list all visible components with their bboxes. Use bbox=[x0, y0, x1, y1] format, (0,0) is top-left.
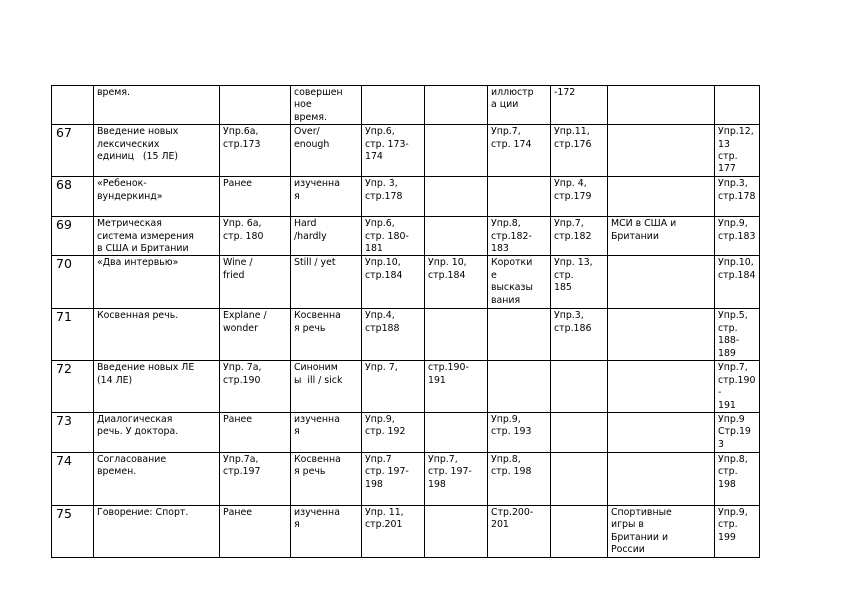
culture-cell bbox=[608, 309, 715, 361]
grammar-cell: совершен ное время. bbox=[291, 86, 362, 125]
lesson-number: 74 bbox=[52, 453, 94, 506]
reading-cell: Упр.6, стр. 180- 181 bbox=[362, 217, 425, 256]
speaking-cell: Упр.8, стр. 198 bbox=[488, 453, 551, 506]
homework-cell: Упр.7, стр.190- 191 bbox=[715, 361, 760, 413]
speaking-cell: иллюстр а ции bbox=[488, 86, 551, 125]
writing-cell: Упр.11, стр.176 bbox=[551, 125, 608, 177]
reading-cell: Упр.9, стр. 192 bbox=[362, 413, 425, 453]
reading-cell: Упр. 7, bbox=[362, 361, 425, 413]
speaking-cell: Стр.200- 201 bbox=[488, 506, 551, 558]
homework-cell: Упр.9 Стр.193 bbox=[715, 413, 760, 453]
listening-cell bbox=[425, 413, 488, 453]
listening-cell bbox=[425, 217, 488, 256]
writing-cell bbox=[551, 361, 608, 413]
table-row bbox=[52, 361, 760, 413]
topic-cell: Введение новых ЛЕ (14 ЛЕ) bbox=[94, 361, 220, 413]
grammar-cell: Синоним ы ill / sick bbox=[291, 361, 362, 413]
table-row bbox=[52, 413, 760, 453]
grammar-cell: Hard /hardly bbox=[291, 217, 362, 256]
homework-cell: Упр.3, стр.178 bbox=[715, 177, 760, 217]
topic-cell: Косвенная речь. bbox=[94, 309, 220, 361]
reading-cell: Упр. 11, стр.201 bbox=[362, 506, 425, 558]
homework-cell: Упр.9, стр. 199 bbox=[715, 506, 760, 558]
vocabulary-cell: Упр. 7а, стр.190 bbox=[220, 361, 291, 413]
lesson-number: 72 bbox=[52, 361, 94, 413]
culture-cell bbox=[608, 361, 715, 413]
lesson-plan-table bbox=[51, 85, 760, 558]
topic-cell: Введение новых лексических единиц (15 ЛЕ) bbox=[94, 125, 220, 177]
speaking-cell: Коротки е высказы вания bbox=[488, 256, 551, 309]
vocabulary-cell: Упр.6а, стр.173 bbox=[220, 125, 291, 177]
vocabulary-cell: Explane / wonder bbox=[220, 309, 291, 361]
vocabulary-cell: Ранее bbox=[220, 177, 291, 217]
lesson-number: 73 bbox=[52, 413, 94, 453]
writing-cell: Упр.3, стр.186 bbox=[551, 309, 608, 361]
lesson-number: 67 bbox=[52, 125, 94, 177]
writing-cell: Упр. 13, стр. 185 bbox=[551, 256, 608, 309]
listening-cell bbox=[425, 177, 488, 217]
speaking-cell bbox=[488, 309, 551, 361]
table-row bbox=[52, 125, 760, 177]
table-row bbox=[52, 506, 760, 558]
speaking-cell bbox=[488, 177, 551, 217]
homework-cell: Упр.12, 13 стр. 177 bbox=[715, 125, 760, 177]
table-row bbox=[52, 86, 760, 125]
grammar-cell: Косвенна я речь bbox=[291, 453, 362, 506]
writing-cell: -172 bbox=[551, 86, 608, 125]
speaking-cell: Упр.8, стр.182- 183 bbox=[488, 217, 551, 256]
listening-cell bbox=[425, 506, 488, 558]
topic-cell: «Ребенок- вундеркинд» bbox=[94, 177, 220, 217]
culture-cell: Спортивные игры в Британии и России bbox=[608, 506, 715, 558]
grammar-cell: Over/ enough bbox=[291, 125, 362, 177]
listening-cell: Упр. 10, стр.184 bbox=[425, 256, 488, 309]
reading-cell: Упр. 3, стр.178 bbox=[362, 177, 425, 217]
lesson-number bbox=[52, 86, 94, 125]
homework-cell: Упр.9, стр.183 bbox=[715, 217, 760, 256]
culture-cell: МСИ в США и Британии bbox=[608, 217, 715, 256]
culture-cell bbox=[608, 453, 715, 506]
table-row bbox=[52, 256, 760, 309]
table-row bbox=[52, 453, 760, 506]
homework-cell: Упр.10, стр.184 bbox=[715, 256, 760, 309]
culture-cell bbox=[608, 125, 715, 177]
reading-cell: Упр.6, стр. 173- 174 bbox=[362, 125, 425, 177]
listening-cell bbox=[425, 125, 488, 177]
speaking-cell: Упр.7, стр. 174 bbox=[488, 125, 551, 177]
lesson-number: 70 bbox=[52, 256, 94, 309]
topic-cell: время. bbox=[94, 86, 220, 125]
listening-cell: Упр.7, стр. 197- 198 bbox=[425, 453, 488, 506]
vocabulary-cell: Ранее bbox=[220, 506, 291, 558]
topic-cell: «Два интервью» bbox=[94, 256, 220, 309]
culture-cell bbox=[608, 86, 715, 125]
table-row bbox=[52, 177, 760, 217]
writing-cell: Упр.7, стр.182 bbox=[551, 217, 608, 256]
vocabulary-cell: Упр. 6а, стр. 180 bbox=[220, 217, 291, 256]
grammar-cell: изученна я bbox=[291, 506, 362, 558]
writing-cell bbox=[551, 413, 608, 453]
vocabulary-cell bbox=[220, 86, 291, 125]
writing-cell bbox=[551, 453, 608, 506]
lesson-number: 75 bbox=[52, 506, 94, 558]
vocabulary-cell: Упр.7а, стр.197 bbox=[220, 453, 291, 506]
speaking-cell: Упр.9, стр. 193 bbox=[488, 413, 551, 453]
vocabulary-cell: Wine / fried bbox=[220, 256, 291, 309]
listening-cell bbox=[425, 309, 488, 361]
table-row bbox=[52, 309, 760, 361]
lesson-number: 69 bbox=[52, 217, 94, 256]
topic-cell: Метрическая система измерения в США и Британии bbox=[94, 217, 220, 256]
grammar-cell: Still / yet bbox=[291, 256, 362, 309]
culture-cell bbox=[608, 177, 715, 217]
homework-cell: Упр.8, стр. 198 bbox=[715, 453, 760, 506]
speaking-cell bbox=[488, 361, 551, 413]
reading-cell: Упр.7 стр. 197- 198 bbox=[362, 453, 425, 506]
topic-cell: Согласование времен. bbox=[94, 453, 220, 506]
culture-cell bbox=[608, 256, 715, 309]
grammar-cell: изученна я bbox=[291, 413, 362, 453]
reading-cell bbox=[362, 86, 425, 125]
writing-cell bbox=[551, 506, 608, 558]
reading-cell: Упр.4, стр188 bbox=[362, 309, 425, 361]
reading-cell: Упр.10, стр.184 bbox=[362, 256, 425, 309]
writing-cell: Упр. 4, стр.179 bbox=[551, 177, 608, 217]
topic-cell: Диалогическая речь. У доктора. bbox=[94, 413, 220, 453]
listening-cell: стр.190- 191 bbox=[425, 361, 488, 413]
table-row bbox=[52, 217, 760, 256]
culture-cell bbox=[608, 413, 715, 453]
lesson-number: 71 bbox=[52, 309, 94, 361]
vocabulary-cell: Ранее bbox=[220, 413, 291, 453]
grammar-cell: Косвенна я речь bbox=[291, 309, 362, 361]
homework-cell bbox=[715, 86, 760, 125]
listening-cell bbox=[425, 86, 488, 125]
grammar-cell: изученна я bbox=[291, 177, 362, 217]
lesson-number: 68 bbox=[52, 177, 94, 217]
topic-cell: Говорение: Спорт. bbox=[94, 506, 220, 558]
homework-cell: Упр.5, стр. 188- 189 bbox=[715, 309, 760, 361]
